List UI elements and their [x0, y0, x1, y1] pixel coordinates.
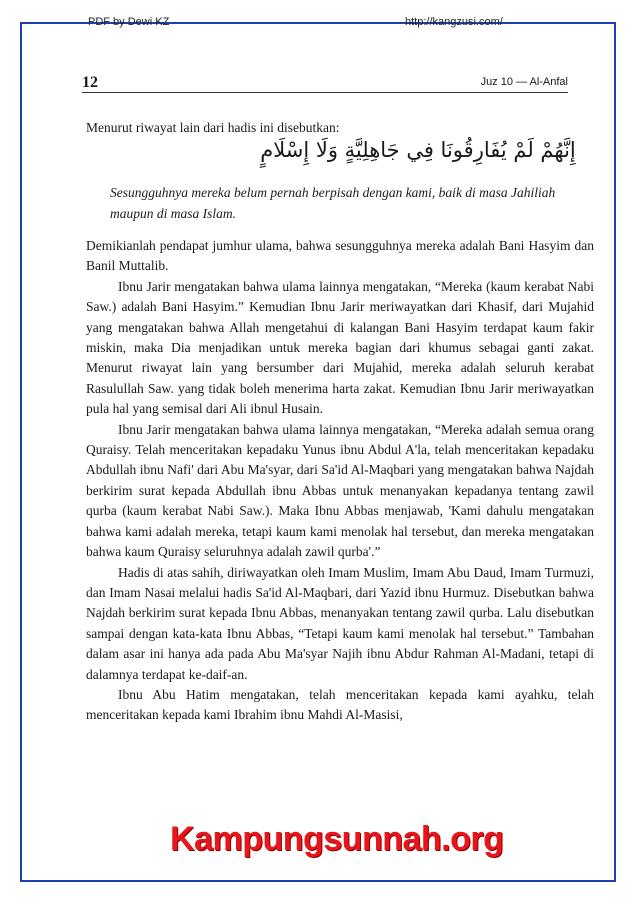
header-rule: [82, 92, 568, 93]
paragraph: Demikianlah pendapat jumhur ulama, bahwa sesungguhnya mereka adalah Bani Hasyim dan Banil Muttalib.: [86, 238, 594, 274]
intro-line: Menurut riwayat lain dari hadis ini disebutkan:: [86, 120, 340, 135]
paragraph: Ibnu Jarir mengatakan bahwa ulama lainnya mengatakan, “Mereka adalah semua orang Quraisy. Telah menceritakan kepadaku Yunus ibnu Abdul A'la, telah menceritakan kepadaku Abdullah ibnu Nafi' dari Abu Ma'syar, dari Sa'id Al-Maqbari yang mengatakan bahwa Najdah berkirim surat kepada Abdullah ibnu Abbas untuk menanyakan kepadanya tentang zawil qurba (kaum kerabat Nabi Saw.). Maka Ibnu Abbas menjawab, 'Kami dahulu mengatakan bahwa kami adalah mereka, tetapi kaum kami menolak hal tersebut, dan mereka mengatakan bahwa kaum Quraisy seluruhnya adalah zawil qurba'.”: [86, 421, 594, 560]
page-header: [60, 48, 568, 91]
page-number: 12: [82, 74, 98, 91]
translation-text: Sesungguhnya mereka belum pernah berpisah dengan kami, baik di masa Jahiliah maupun di masa Islam.: [110, 185, 556, 221]
paragraph: Hadis di atas sahih, diriwayatkan oleh Imam Muslim, Imam Abu Daud, Imam Turmuzi, dan Imam Nasai melalui hadis Sa'id Al-Maqbari, dari Yazid ibnu Hurmuz. Disebutkan bahwa Najdah berkirim surat kepada Ibnu Abbas, menanyakan tentang zawil qurba. Lalu disebutkan sampai dengan kata-kata Ibnu Abbas, “Tetapi kaum kami menolak hal tersebut.” Tambahan dalam asar ini hanya ada pada Abu Ma'syar Najih ibnu Abdur Rahman Al-Madani, tetapi di dalamnya terdapat ke-daif-an.: [86, 564, 594, 682]
arabic-quote: إِنَّهُمْ لَمْ يُفَارِقُونَا فِي جَاهِلِيَّةٍ وَلَا إِسْلَامٍ: [260, 138, 576, 162]
pdf-author-label: PDF by Dewi KZ: [88, 16, 170, 28]
paragraph: Ibnu Abu Hatim mengatakan, telah menceritakan kepada kami ayahku, telah menceritakan kepada kami Ibrahim ibnu Mahdi Al-Masisi,: [86, 686, 594, 723]
pdf-source-link[interactable]: http://kangzusi.com/: [405, 16, 503, 28]
watermark-logo: Kampungsunnah.org: [170, 820, 504, 858]
pdf-header: [0, 16, 638, 30]
running-head: Juz 10 — Al-Anfal: [480, 76, 568, 88]
body-text: [86, 236, 594, 726]
paragraph: Ibnu Jarir mengatakan bahwa ulama lainnya mengatakan, “Mereka (kaum kerabat Nabi Saw.) adalah Bani Hasyim.” Kemudian Ibnu Jarir meriwayatkan dari Khasif, dari Mujahid yang mengatakan bahwa Allah mengetahui di kalangan Bani Hasyim terdapat kaum fakir miskin, maka Dia menjadikan untuk mereka bagian dari khumus sebagai ganti zakat. Menurut riwayat lain yang bersumber dari Mujahid, mereka adalah seluruh kerabat Rasulullah Saw. yang tidak boleh menerima harta zakat. Kemudian Ibnu Jarir meriwayatkan pula hal yang semisal dari Ali ibnul Husain.: [86, 278, 594, 417]
